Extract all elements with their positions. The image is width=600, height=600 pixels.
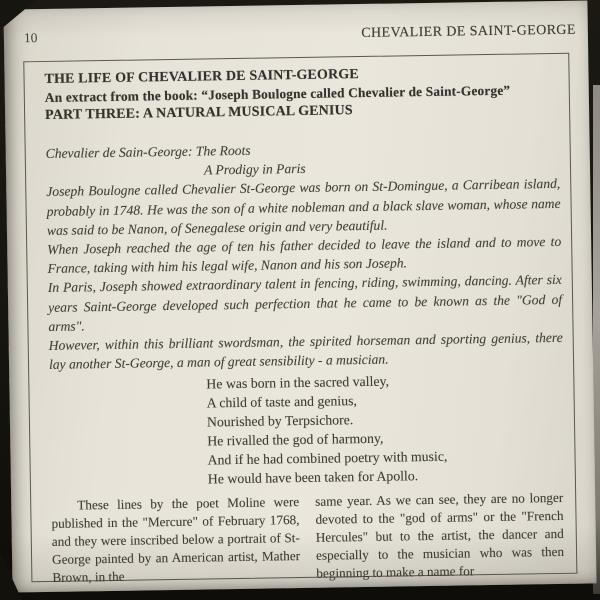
body-paragraph: When Joseph reached the age of ten his father decided to leave the island and to move to France, taking with him his legal wife, Nanon and his son Joseph. — [47, 233, 562, 277]
column-left: These lines by the poet Moline were published in the "Mercure" of February 1768, and they were inscribed below a portrait of St-George painted by an American artist, Mather Brown, in the — [51, 494, 301, 585]
column-right: same year. As we can see, they are no longer devoted to the "god of arms" or the "French Hercules" but to the artist, the dancer and especially to the musician who was then beginning to make a name for — [315, 490, 565, 581]
page-header — [24, 22, 576, 48]
article-title-block — [44, 63, 559, 125]
running-header: CHEVALIER DE SAINT-GEORGE — [361, 22, 576, 42]
poem-line: Nourished by Terpsichore. — [206, 412, 354, 430]
poem-line: He rivalled the god of harmony, — [207, 431, 384, 449]
poem-line: He would have been taken for Apollo. — [207, 468, 419, 487]
article-frame — [23, 53, 577, 583]
section-heading: Chevalier de Sain-George: The Roots — [45, 142, 251, 161]
poem-line: A child of taste and genius, — [206, 393, 357, 411]
paper-page — [3, 0, 596, 592]
article-part-heading: PART THREE: A NATURAL MUSICAL GENIUS — [45, 103, 353, 123]
article-title: THE LIFE OF CHEVALIER DE SAINT-GEORGE — [44, 67, 359, 87]
section-subheading: A Prodigy in Paris — [203, 161, 306, 178]
poem-line: And if he had combined poetry with music, — [207, 449, 448, 468]
poem-block — [206, 369, 565, 489]
body-paragraph: In Paris, Joseph showed extraordinary talent in fencing, riding, swimming, dancing. After six years Saint-George developed such perfection that he came to be known as the "God of arms". — [47, 272, 563, 334]
article-subtitle: An extract from the book: “Joseph Boulogne called Chevalier de Saint-George” — [44, 82, 511, 105]
two-column-text — [51, 489, 566, 586]
body-paragraph: Joseph Boulogne called Chevalier St-George was born on St-Domingue, a Carribean island, probably in 1748. He was the son of a white nobleman and a black slave woman, whose name was said to be Nanon, of Senegalese origin and very beautiful. — [46, 176, 561, 238]
poem-line: He was born in the sacred valley, — [206, 374, 390, 392]
body-paragraph: However, within this brilliant swordsman, the spirited horseman and sporting genius, there lay another St-George, a man of great sensibility - a musician. — [48, 329, 563, 373]
article-body — [46, 136, 564, 374]
page-number: 10 — [23, 30, 38, 46]
